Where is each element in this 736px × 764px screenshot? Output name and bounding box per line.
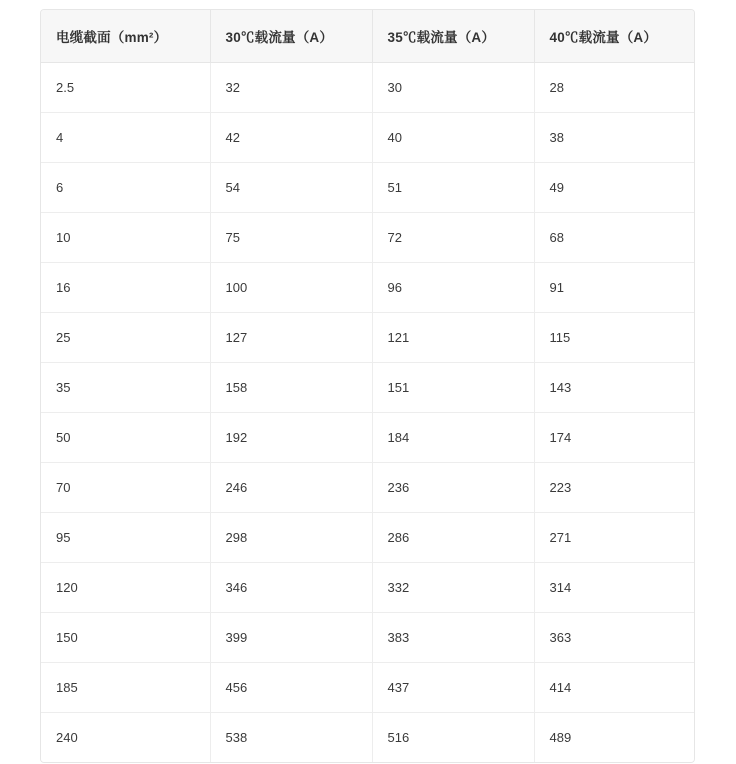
table-row bbox=[41, 263, 694, 313]
table-row bbox=[41, 713, 694, 763]
cell-ampacity-30c: 192 bbox=[210, 413, 372, 463]
cell-ampacity-30c: 32 bbox=[210, 63, 372, 113]
column-header-cable-section: 电缆截面（mm²） bbox=[41, 10, 210, 63]
cell-ampacity-35c: 30 bbox=[372, 63, 534, 113]
cell-ampacity-30c: 298 bbox=[210, 513, 372, 563]
cell-ampacity-30c: 246 bbox=[210, 463, 372, 513]
cell-cable-section: 35 bbox=[41, 363, 210, 413]
cell-ampacity-35c: 516 bbox=[372, 713, 534, 763]
table-row bbox=[41, 213, 694, 263]
cell-ampacity-35c: 286 bbox=[372, 513, 534, 563]
cell-ampacity-30c: 127 bbox=[210, 313, 372, 363]
cell-ampacity-30c: 54 bbox=[210, 163, 372, 213]
table-body bbox=[41, 63, 694, 763]
cell-ampacity-40c: 115 bbox=[534, 313, 694, 363]
table-row bbox=[41, 413, 694, 463]
cell-ampacity-40c: 49 bbox=[534, 163, 694, 213]
table-row bbox=[41, 563, 694, 613]
cell-cable-section: 95 bbox=[41, 513, 210, 563]
cell-cable-section: 150 bbox=[41, 613, 210, 663]
table-row bbox=[41, 163, 694, 213]
cell-ampacity-35c: 437 bbox=[372, 663, 534, 713]
cell-ampacity-35c: 40 bbox=[372, 113, 534, 163]
cell-ampacity-35c: 332 bbox=[372, 563, 534, 613]
cable-ampacity-table-container bbox=[40, 9, 695, 763]
cell-cable-section: 70 bbox=[41, 463, 210, 513]
cell-ampacity-30c: 42 bbox=[210, 113, 372, 163]
cell-cable-section: 2.5 bbox=[41, 63, 210, 113]
cell-ampacity-35c: 51 bbox=[372, 163, 534, 213]
cell-ampacity-30c: 75 bbox=[210, 213, 372, 263]
cell-ampacity-35c: 236 bbox=[372, 463, 534, 513]
table-row bbox=[41, 513, 694, 563]
cell-ampacity-30c: 456 bbox=[210, 663, 372, 713]
cell-ampacity-30c: 100 bbox=[210, 263, 372, 313]
table-row bbox=[41, 663, 694, 713]
table-row bbox=[41, 113, 694, 163]
cell-ampacity-30c: 158 bbox=[210, 363, 372, 413]
cell-ampacity-40c: 38 bbox=[534, 113, 694, 163]
cell-ampacity-30c: 538 bbox=[210, 713, 372, 763]
table-row bbox=[41, 363, 694, 413]
cell-ampacity-40c: 28 bbox=[534, 63, 694, 113]
cell-ampacity-40c: 68 bbox=[534, 213, 694, 263]
cell-ampacity-35c: 121 bbox=[372, 313, 534, 363]
cell-ampacity-40c: 174 bbox=[534, 413, 694, 463]
cell-ampacity-40c: 91 bbox=[534, 263, 694, 313]
table-row bbox=[41, 63, 694, 113]
cell-ampacity-40c: 414 bbox=[534, 663, 694, 713]
cell-ampacity-35c: 72 bbox=[372, 213, 534, 263]
cell-cable-section: 240 bbox=[41, 713, 210, 763]
cell-ampacity-40c: 143 bbox=[534, 363, 694, 413]
cell-cable-section: 50 bbox=[41, 413, 210, 463]
cell-ampacity-35c: 96 bbox=[372, 263, 534, 313]
column-header-ampacity-30c: 30℃载流量（A） bbox=[210, 10, 372, 63]
table-header-row bbox=[41, 10, 694, 63]
cell-ampacity-40c: 271 bbox=[534, 513, 694, 563]
cell-cable-section: 6 bbox=[41, 163, 210, 213]
cell-cable-section: 4 bbox=[41, 113, 210, 163]
table-row bbox=[41, 613, 694, 663]
table-row bbox=[41, 463, 694, 513]
cell-ampacity-30c: 346 bbox=[210, 563, 372, 613]
cell-ampacity-40c: 489 bbox=[534, 713, 694, 763]
column-header-ampacity-35c: 35℃载流量（A） bbox=[372, 10, 534, 63]
column-header-ampacity-40c: 40℃载流量（A） bbox=[534, 10, 694, 63]
cell-ampacity-40c: 314 bbox=[534, 563, 694, 613]
cell-cable-section: 25 bbox=[41, 313, 210, 363]
cell-ampacity-40c: 223 bbox=[534, 463, 694, 513]
table-row bbox=[41, 313, 694, 363]
cell-ampacity-30c: 399 bbox=[210, 613, 372, 663]
cell-cable-section: 185 bbox=[41, 663, 210, 713]
cell-cable-section: 10 bbox=[41, 213, 210, 263]
cell-ampacity-35c: 184 bbox=[372, 413, 534, 463]
cell-ampacity-35c: 151 bbox=[372, 363, 534, 413]
cell-cable-section: 16 bbox=[41, 263, 210, 313]
table-header bbox=[41, 10, 694, 63]
cell-ampacity-35c: 383 bbox=[372, 613, 534, 663]
cell-cable-section: 120 bbox=[41, 563, 210, 613]
cable-ampacity-table bbox=[41, 10, 694, 762]
cell-ampacity-40c: 363 bbox=[534, 613, 694, 663]
